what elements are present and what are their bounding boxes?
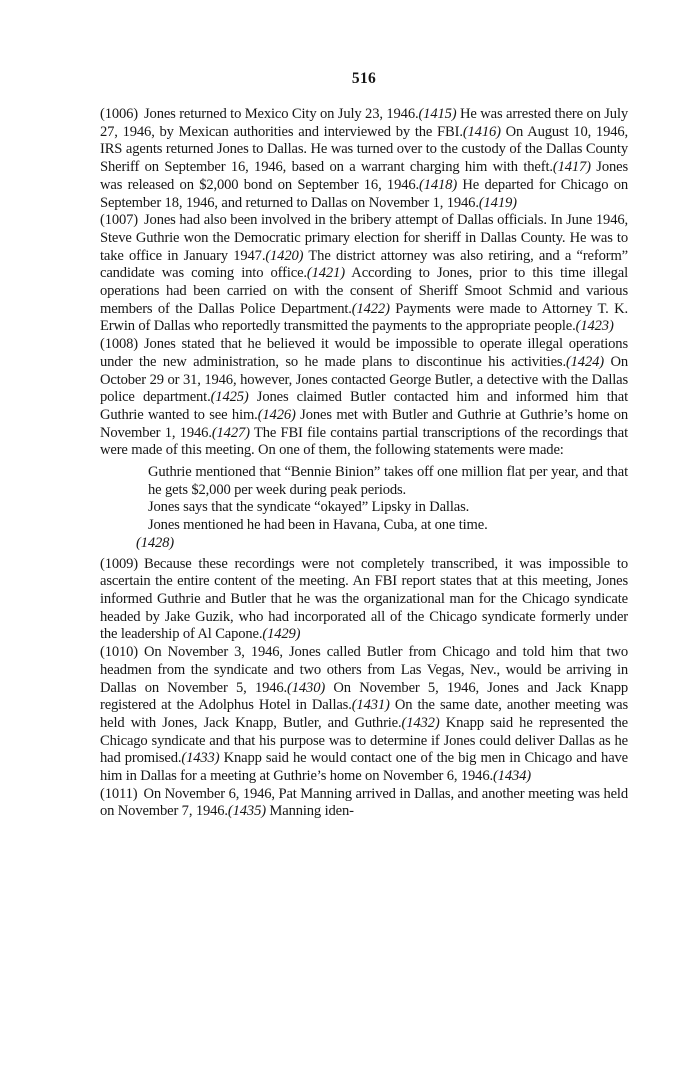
footnote-ref: (1418) <box>419 176 458 193</box>
footnote-ref: (1434) <box>492 768 531 785</box>
footnote-ref: (1419) <box>478 194 517 211</box>
paragraph-text: Jones returned to Mexico City on July 23, 1946. <box>144 106 419 122</box>
paragraph-text: Jones claimed Butler contacted him and informed him that Guthrie wanted to see him. <box>100 389 628 423</box>
paragraph-text: On October 29 or 31, 1946, however, Jones contacted George Butler, a detective with the Dallas police department. <box>100 353 628 406</box>
paragraphs-after-quote <box>100 556 628 822</box>
paragraph-text: Knapp said he represented the Chicago syndicate and that his purpose was to determine if Jones could deliver Dallas as he had promised. <box>100 714 629 767</box>
page-number: 516 <box>351 70 377 87</box>
footnote-ref: (1417) <box>552 159 591 176</box>
paragraph-text: On November 3, 1946, Jones called Butler from Chicago and told him that two headmen from the syndicate and two others from Las Vegas, Nev., would be arriving in Dallas on November 5, 1946. <box>100 644 628 696</box>
paragraph-text: According to Jones, prior to this time illegal operations had been carried on with the consent of Sheriff Smoot Schmid and various members of the Dallas Police Department. <box>100 265 629 317</box>
paragraph-text: He was arrested there on July 27, 1946, by Mexican authorities and interviewed by the FBI. <box>100 106 628 140</box>
paragraph-text: He departed for Chicago on September 18, 1946, and returned to Dallas on November 1, 1946. <box>100 176 628 211</box>
footnote-ref: (1428) <box>136 534 175 551</box>
paragraph-text: On November 6, 1946, Pat Manning arrived in Dallas, and another meeting was held on November 7, 1946. <box>100 785 628 820</box>
paragraph-number: (1010) <box>100 644 139 661</box>
footnote-ref: (1433) <box>181 750 220 767</box>
paragraph-number: (1009) <box>100 555 139 572</box>
paragraph-text: Jones stated that he believed it would be impossible to operate illegal operations under the new administration, so he made plans to discontinue his activities. <box>100 336 628 370</box>
paragraph-number: (1008) <box>100 336 139 353</box>
paragraph <box>100 556 628 645</box>
paragraph-text: Because these recordings were not completely transcribed, it was impossible to ascertain the entire content of the meeting. An FBI report states that at this meeting, Jones informed Guthrie and Butler that he was the organizational man for the Chicago syndicate headed by Jake Guzik, who had incorporated all of the Chicago syndicate formerly under the leadership of Al Capone. <box>100 555 628 643</box>
paragraph-text: The FBI file contains partial transcriptions of the recordings that were made of this meeting. On one of them, the following statements were made: <box>100 424 628 459</box>
paragraph-number: (1011) <box>100 785 138 802</box>
footnote-ref: (1420) <box>265 247 304 264</box>
paragraph <box>100 644 628 786</box>
paragraph-text: On August 10, 1946, IRS agents returned Jones to Dallas. He was turned over to the custody of the Dallas County Sheriff on September 16, 1946, based on a warrant charging him with theft. <box>100 123 629 176</box>
footnote-ref: (1432) <box>401 714 440 731</box>
block-quote <box>100 464 628 553</box>
paragraph-text: Jones had also been involved in the bribery attempt of Dallas officials. In June 1946, Steve Guthrie won the Democratic primary election for sheriff in Dallas County. He was to take office in January 1947. <box>100 212 628 264</box>
paragraph-text: On November 5, 1946, Jones and Jack Knapp registered at the Adolphus Hotel in Dallas. <box>100 679 628 714</box>
footnote-ref: (1426) <box>257 406 296 423</box>
paragraph-text: Manning iden- <box>265 803 354 820</box>
paragraphs-before-quote <box>100 106 628 460</box>
footnote-ref: (1422) <box>351 300 390 317</box>
paragraph-text: Jones met with Butler and Guthrie at Guthrie’s home on November 1, 1946. <box>100 406 628 441</box>
quote-line-3: Jones mentioned he had been in Havana, Cuba, at one time. <box>148 517 488 534</box>
paragraph-text: Payments were made to Attorney T. K. Erwin of Dallas who reportedly transmitted the payments to the appropriate people. <box>100 300 628 335</box>
quote-line-1: Guthrie mentioned that “Bennie Binion” takes off one million flat per year, and that he gets $2,000 per week during peak periods. <box>148 464 628 498</box>
paragraph <box>100 786 628 821</box>
paragraph-text: On the same date, another meeting was held with Jones, Jack Knapp, Butler, and Guthrie. <box>100 697 628 731</box>
footnote-ref: (1429) <box>262 626 301 643</box>
footnote-ref: (1415) <box>418 106 457 122</box>
paragraph-number: (1006) <box>100 106 139 122</box>
footnote-ref: (1431) <box>351 697 390 714</box>
paragraph-number: (1007) <box>100 212 139 229</box>
quote-citation <box>136 535 628 553</box>
footnote-ref: (1427) <box>211 424 250 441</box>
footnote-ref: (1435) <box>227 803 266 820</box>
footnote-ref: (1416) <box>462 123 501 140</box>
footnote-ref: (1425) <box>210 389 249 406</box>
quote-line-2: Jones says that the syndicate “okayed” Lipsky in Dallas. <box>148 499 470 516</box>
footnote-ref: (1423) <box>575 318 614 335</box>
paragraph <box>100 336 628 460</box>
paragraph-text: Jones was released on $2,000 bond on September 16, 1946. <box>100 159 628 193</box>
document-page <box>100 70 628 821</box>
paragraph <box>100 106 628 212</box>
paragraph-text: The district attorney was also retiring, and a “reform” candidate was coming into office. <box>100 247 628 282</box>
footnote-ref: (1424) <box>565 353 604 370</box>
footnote-ref: (1421) <box>306 265 345 282</box>
paragraph-text: Knapp said he would contact one of the big men in Chicago and have him in Dallas for a meeting at Guthrie’s home on November 6, 1946. <box>100 750 628 785</box>
footnote-ref: (1430) <box>287 679 326 696</box>
paragraph <box>100 212 628 336</box>
